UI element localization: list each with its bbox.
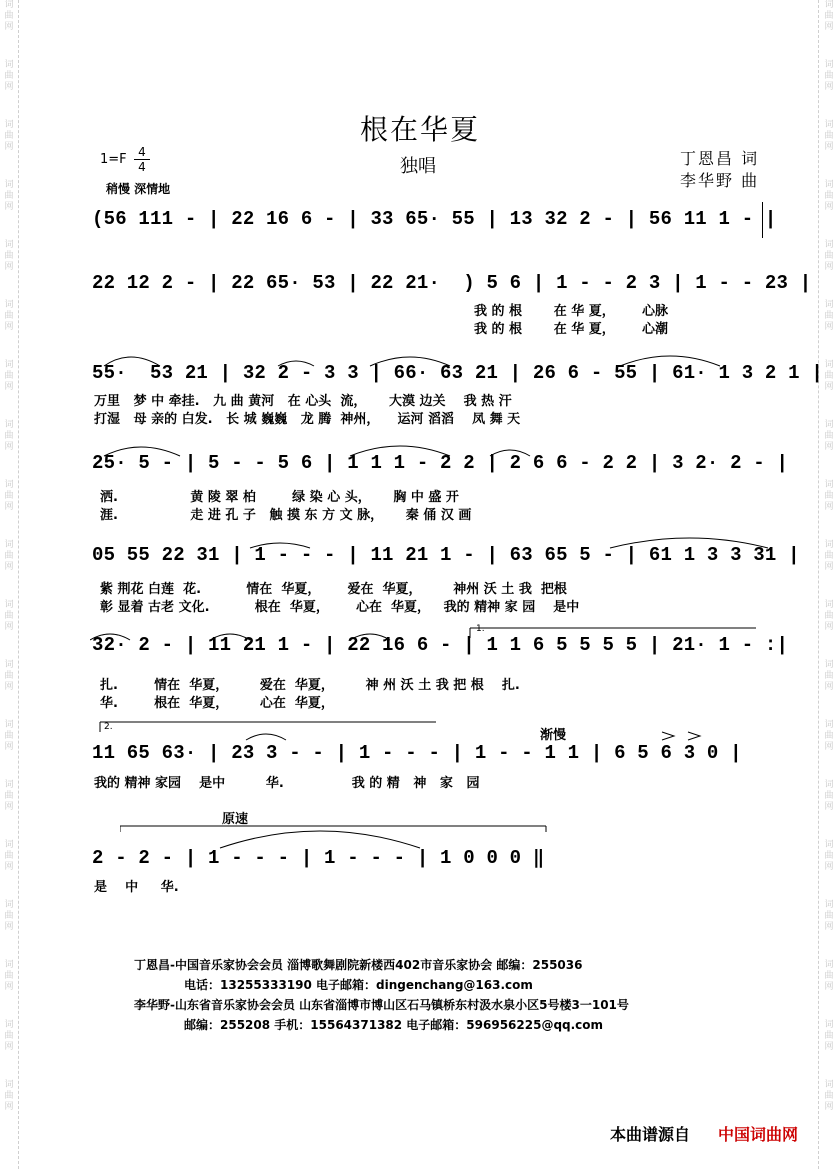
credits	[680, 148, 759, 192]
footer-composer-info: 李华野-山东省音乐家协会会员 山东省淄博市博山区石马镇桥东村汲水泉小区5号楼3一101号	[134, 998, 629, 1012]
watermark-glyphs: 词 曲 网	[824, 480, 834, 512]
watermark-glyphs: 词 曲 网	[4, 840, 14, 872]
watermark-glyphs: 词 曲 网	[824, 600, 834, 632]
watermark-glyphs: 词 曲 网	[824, 660, 834, 692]
lyric-verse-2: 我 的 根 在 华 夏， 心潮	[474, 322, 668, 337]
notation-line: 22 12 2 - | 22 65· 53 | 22 21· ) 5 6 | 1 - - 2 3 | 1 - - 23 |	[92, 272, 812, 294]
lyric-verse-2: 打湿 母 亲的 白发. 长 城 巍巍 龙 腾 神州， 运河 滔滔 凤 舞 天	[94, 412, 521, 427]
tempo-marking: 稍慢 深情地	[106, 182, 171, 196]
lyric-verse-1: 是 中 华.	[94, 880, 179, 895]
lyric-verse-2: 华. 根在 华夏， 心在 华夏，	[100, 696, 334, 711]
time-signature	[134, 145, 150, 174]
footer-lyricist-info: 丁恩昌-中国音乐家协会会员 淄博歌舞剧院新楼西402市音乐家协会 邮编：255036	[134, 958, 583, 972]
notation-line: 32· 2 - | 11 21 1 - | 22 16 6 - | 1 1 6 5 5 5 5 | 21· 1 - :|	[92, 634, 789, 656]
lyric-verse-2: 彰 显着 古老 文化. 根在 华夏， 心在 华夏， 我的 精神 家 园 是中	[100, 600, 580, 615]
watermark-glyphs: 词 曲 网	[824, 1080, 834, 1112]
watermark-glyphs: 词 曲 网	[4, 60, 14, 92]
watermark-glyphs: 词 曲 网	[4, 900, 14, 932]
key-signature: 1=F	[100, 152, 127, 167]
performance-type: 独唱	[400, 156, 436, 177]
watermark-glyphs: 词 曲 网	[824, 240, 834, 272]
volta-1-label: 1.	[476, 624, 485, 634]
watermark-glyphs: 词 曲 网	[4, 360, 14, 392]
watermark-glyphs: 词 曲 网	[4, 240, 14, 272]
watermark-glyphs: 词 曲 网	[4, 540, 14, 572]
score-row-6	[0, 624, 840, 724]
watermark-glyphs: 词 曲 网	[4, 1020, 14, 1052]
a-tempo-mark: 原速	[222, 812, 249, 827]
volta-2-label: 2.	[104, 722, 113, 732]
watermark-glyphs: 词 曲 网	[4, 660, 14, 692]
watermark-glyphs: 词 曲 网	[824, 720, 834, 752]
lyricist-credit: 丁恩昌 词	[680, 149, 760, 168]
watermark-glyphs: 词 曲 网	[4, 600, 14, 632]
notation-line: 05 55 22 31 | 1 - - - | 11 21 1 - | 63 65 5 - | 61 1 3 3 31 |	[92, 544, 800, 566]
score-row-3	[0, 352, 840, 452]
watermark-glyphs: 词 曲 网	[4, 300, 14, 332]
watermark-glyphs: 词 曲 网	[824, 540, 834, 572]
watermark-glyphs: 词 曲 网	[824, 780, 834, 812]
watermark-glyphs: 词 曲 网	[4, 120, 14, 152]
notation-line: 55· 53 21 | 32 2 - 3 3 | 66· 63 21 | 26 6 - 55 | 61· 1 3 2 1 |	[92, 362, 823, 384]
watermark-glyphs: 词 曲 网	[4, 960, 14, 992]
score-row-2	[0, 262, 840, 362]
lyric-verse-1: 洒. 黄 陵 翠 柏 绿 染 心 头， 胸 中 盛 开	[100, 490, 459, 505]
ritardando-mark: 渐慢	[540, 728, 567, 743]
score-row-8	[0, 806, 840, 906]
score-row-5	[0, 534, 840, 634]
watermark-glyphs: 词 曲 网	[824, 1020, 834, 1052]
watermark-glyphs: 词 曲 网	[824, 120, 834, 152]
watermark-glyphs: 词 曲 网	[4, 180, 14, 212]
time-sig-bottom: 4	[134, 159, 150, 174]
time-sig-top: 4	[138, 145, 146, 159]
composer-credit: 李华野 曲	[680, 171, 760, 190]
notation-line: 2 - 2 - | 1 - - - | 1 - - - | 1 0 0 0 ‖	[92, 847, 545, 869]
watermark-glyphs: 词 曲 网	[824, 300, 834, 332]
lyric-verse-2: 涯. 走 进 孔 子 触 摸 东 方 文 脉， 秦 俑 汉 画	[100, 508, 472, 523]
watermark-glyphs: 词 曲 网	[4, 720, 14, 752]
lyric-verse-1: 万里 梦 中 牵挂. 九 曲 黄河 在 心头 流， 大漠 边关 我 热 汗	[94, 394, 512, 409]
lyric-verse-1: 我 的 根 在 华 夏， 心脉	[474, 304, 668, 319]
lyric-verse-1: 扎. 情在 华夏， 爱在 华夏， 神 州 沃 土 我 把 根 扎.	[100, 678, 520, 693]
watermark-glyphs: 词 曲 网	[4, 780, 14, 812]
score-row-7	[0, 720, 840, 820]
notation-line: 11 65 63· | 23 3 - - | 1 - - - | 1 - - 1 1 | 6 5 6 3 0 |	[92, 742, 742, 764]
watermark-glyphs: 词 曲 网	[824, 360, 834, 392]
watermark-glyphs: 词 曲 网	[824, 960, 834, 992]
watermark-glyphs: 词 曲 网	[4, 480, 14, 512]
footer-lyricist-contact: 电话：13255333190 电子邮箱：dingenchang@163.com	[184, 978, 533, 992]
watermark-glyphs: 词 曲 网	[824, 180, 834, 212]
watermark-glyphs: 词 曲 网	[4, 420, 14, 452]
source-label: 本曲谱源自	[610, 1125, 691, 1144]
watermark-glyphs: 词 曲 网	[824, 60, 834, 92]
source-site-link[interactable]: 中国词曲网	[718, 1125, 799, 1144]
score-row-4	[0, 442, 840, 542]
lyric-verse-1: 我的 精神 家园 是中 华. 我 的 精 神 家 园	[94, 776, 480, 791]
watermark-glyphs: 词 曲 网	[824, 900, 834, 932]
watermark-glyphs: 词 曲 网	[824, 420, 834, 452]
barline	[762, 202, 763, 238]
watermark-glyphs: 词 曲 网	[824, 840, 834, 872]
watermark-glyphs: 词 曲 网	[4, 1080, 14, 1112]
footer-composer-contact: 邮编：255208 手机：15564371382 电子邮箱：596956225@qq.com	[184, 1018, 604, 1032]
notation-line: (56 111 - | 22 16 6 - | 33 65· 55 | 13 32 2 - | 56 11 1 - |	[92, 208, 777, 230]
notation-line: 25· 5 - | 5 - - 5 6 | 1 1 1 - 2 2 | 2 6 6 - 2 2 | 3 2· 2 - |	[92, 452, 789, 474]
watermark-glyphs: 词 曲 网	[4, 0, 14, 32]
watermark-glyphs: 词 曲 网	[824, 0, 834, 32]
lyric-verse-1: 紫 荆花 白莲 花. 情在 华夏， 爱在 华夏， 神州 沃 土 我 把根	[100, 582, 567, 597]
slur-marks	[96, 720, 766, 744]
song-title: 根在华夏	[359, 113, 480, 146]
